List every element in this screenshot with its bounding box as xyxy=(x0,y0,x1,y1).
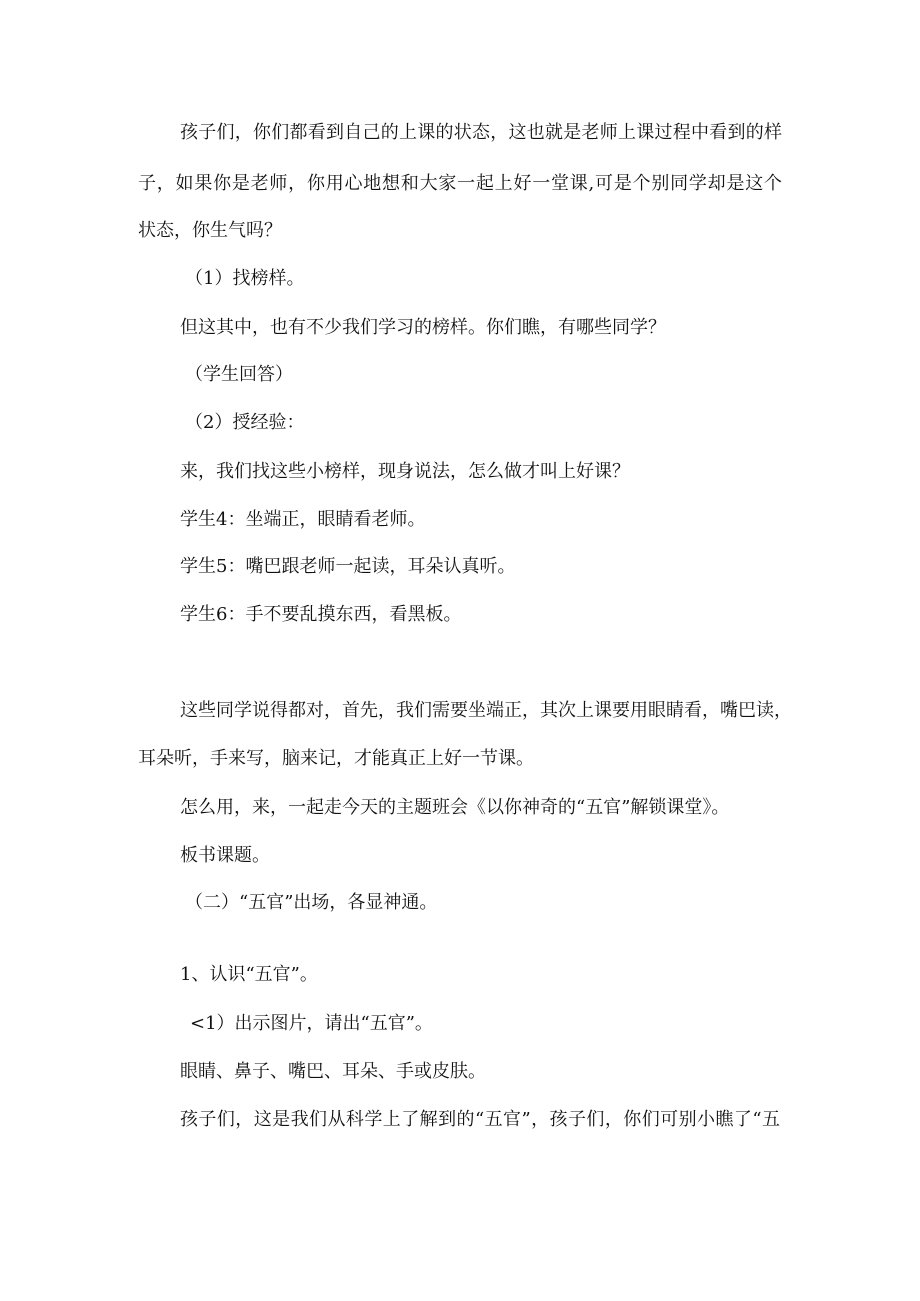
paragraph-line: 状态，你生气吗？ xyxy=(138,220,282,241)
paragraph-line: 子，如果你是老师，你用心地想和大家一起上好一堂课,可是个别同学却是这个 xyxy=(138,173,782,194)
paragraph-line: 孩子们，这是我们从科学上了解到的“五官”，孩子们，你们可别小瞧了“五 xyxy=(180,1109,780,1130)
paragraph-line: （学生回答） xyxy=(185,364,293,385)
paragraph-line: 耳朵听，手来写，脑来记，才能真正上好一节课。 xyxy=(138,748,534,769)
paragraph-line: 来，我们找这些小榜样，现身说法，怎么做才叫上好课？ xyxy=(180,461,630,482)
section-heading: 1、认识“五官”。 xyxy=(180,964,318,985)
section-heading: （2）授经验： xyxy=(185,412,305,433)
paragraph-line: 这些同学说得都对，首先，我们需要坐端正，其次上课要用眼睛看，嘴巴读， xyxy=(180,700,792,721)
section-heading: （二）“五官”出场，各显神通。 xyxy=(185,892,438,913)
paragraph-line: 但这其中，也有不少我们学习的榜样。你们瞧，有哪些同学？ xyxy=(180,317,666,338)
paragraph-line: 板书课题。 xyxy=(180,845,270,866)
paragraph-line: 孩子们，你们都看到自己的上课的状态，这也就是老师上课过程中看到的样 xyxy=(180,122,782,143)
section-heading: （1）找榜样。 xyxy=(185,268,305,289)
section-heading: <1）出示图片，请出“五官”。 xyxy=(190,1013,433,1034)
dialogue-line: 学生4：坐端正，眼睛看老师。 xyxy=(180,509,426,530)
dialogue-line: 学生5：嘴巴跟老师一起读，耳朵认真听。 xyxy=(180,556,516,577)
paragraph-line: 眼睛、鼻子、嘴巴、耳朵、手或皮肤。 xyxy=(180,1061,486,1082)
paragraph-line: 怎么用，来，一起走今天的主题班会《以你神奇的“五官”解锁课堂》。 xyxy=(180,797,730,818)
dialogue-line: 学生6：手不要乱摸东西，看黑板。 xyxy=(180,604,462,625)
